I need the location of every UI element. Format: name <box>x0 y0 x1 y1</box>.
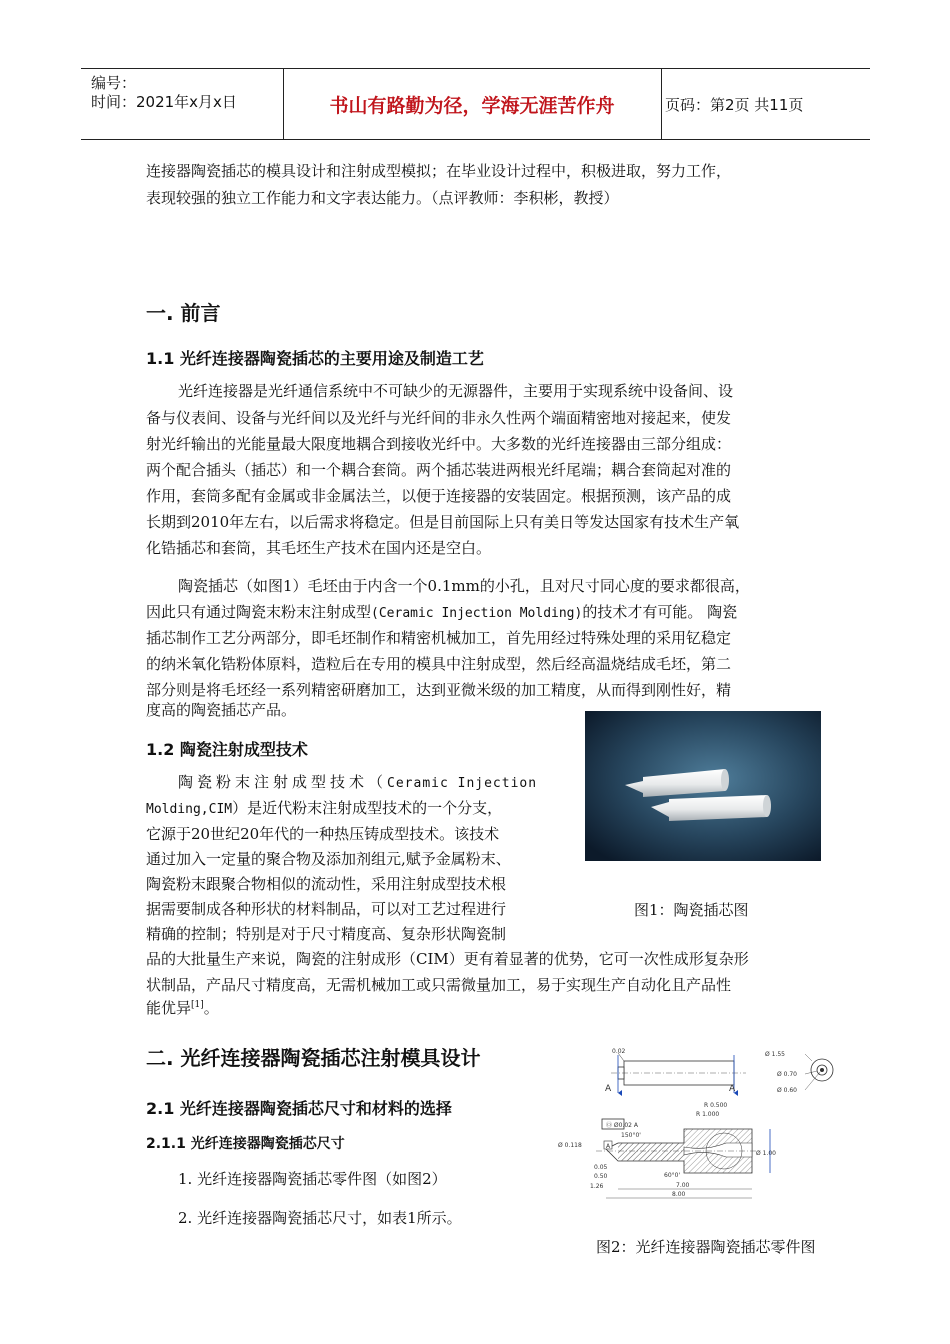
citation-ref[interactable]: [1] <box>191 1000 204 1010</box>
intro-line-1: 连接器陶瓷插芯的模具设计和注射成型模拟；在毕业设计过程中，积极进取，努力工作， <box>146 162 732 180</box>
p3-line: 精确的控制；特别是对于尺寸精度高、复杂形状陶瓷制 <box>146 925 507 943</box>
dim-label: R 1.000 <box>696 1111 720 1118</box>
p3-line: 陶瓷粉末跟聚合物相似的流动性，采用注射成型技术根 <box>146 875 507 893</box>
dim-label: Ø 0.70 <box>777 1071 797 1078</box>
figure-2-drawing <box>556 1045 844 1217</box>
p1-line: 化锆插芯和套筒，其毛坯生产技术在国内还是空白。 <box>146 539 492 557</box>
dim-label: 0.02 <box>612 1048 626 1055</box>
figure-1-caption: 图1：陶瓷插芯图 <box>634 901 749 919</box>
p1-line: 长期到2010年左右，以后需求将稳定。但是目前国际上只有美日等发达国家有技术生产氧 <box>146 513 740 531</box>
p3-text: 陶瓷粉末注射成型技术（ <box>178 773 388 791</box>
section-2-1-title: 2.1 光纤连接器陶瓷插芯尺寸和材料的选择 <box>146 1099 452 1118</box>
p2-text: 的技术才有可能。 陶瓷 <box>582 603 738 621</box>
p3-english: Molding,CIM <box>146 802 233 817</box>
p3-line-1 <box>178 769 562 798</box>
header-meta-cell <box>81 69 284 139</box>
page-header <box>81 68 870 140</box>
p3-line-2 <box>146 795 562 824</box>
figure-1-photo <box>585 711 821 861</box>
section-label: A <box>605 1084 612 1094</box>
dim-label: Ø 0.118 <box>558 1142 582 1149</box>
dim-label: 0.50 <box>594 1173 608 1180</box>
header-number: 编号： <box>91 74 137 92</box>
section-1-title: 一. 前言 <box>146 301 221 325</box>
figure-2-caption: 图2：光纤连接器陶瓷插芯零件图 <box>596 1238 816 1256</box>
ferrule-photo-svg <box>585 711 821 861</box>
section-2-1-1-title: 2.1.1 光纤连接器陶瓷插芯尺寸 <box>146 1136 345 1152</box>
top-view <box>605 1048 746 1096</box>
list-item-1: 1. 光纤连接器陶瓷插芯零件图（如图2） <box>178 1170 447 1188</box>
header-date: 时间：2021年x月x日 <box>91 93 237 111</box>
dim-label: 8.00 <box>672 1191 686 1198</box>
dim-label: Ø 1.55 <box>765 1051 785 1058</box>
p3-line-last <box>146 992 808 1022</box>
header-page-info: 页码：第2页 共11页 <box>665 95 804 114</box>
p3-line: 状制品，产品尺寸精度高，无需机械加工或只需微量加工，易于实现生产自动化且产品性 <box>146 976 732 994</box>
p1-line: 作用，套筒多配有金属或非金属法兰，以便于连接器的安装固定。根据预测，该产品的成 <box>146 487 732 505</box>
p1-line: 射光纤输出的光能量最大限度地耦合到接收光纤中。大多数的光纤连接器由三部分组成： <box>146 435 732 453</box>
list-item-2: 2. 光纤连接器陶瓷插芯尺寸，如表1所示。 <box>178 1209 462 1227</box>
p2-line: 度高的陶瓷插芯产品。 <box>146 701 297 719</box>
dim-label: 1.26 <box>590 1183 604 1190</box>
dim-label: R 0.500 <box>704 1102 728 1109</box>
dim-label: 60°0' <box>664 1172 681 1179</box>
p2-line-2 <box>146 599 808 628</box>
p3-text: 。 <box>203 999 219 1017</box>
p3-line: 通过加入一定量的聚合物及添加剂组元,赋予金属粉末、 <box>146 850 511 868</box>
dim-label: Ø 0.60 <box>777 1087 797 1094</box>
p3-text: ）是近代粉末注射成型技术的一个分支， <box>232 799 503 817</box>
p2-line: 插芯制作工艺分两部分，即毛坯制作和精密机械加工，首先用经过特殊处理的采用钇稳定 <box>146 629 732 647</box>
end-view <box>765 1051 833 1094</box>
p1-line: 两个配合插头（插芯）和一个耦合套筒。两个插芯装进两根光纤尾端；耦合套筒起对准的 <box>146 461 732 479</box>
dim-label: 7.00 <box>676 1182 690 1189</box>
p1-line: 光纤连接器是光纤通信系统中不可缺少的无源器件，主要用于实现系统中设备间、设 <box>178 382 734 400</box>
dim-label: 0.05 <box>594 1164 608 1171</box>
section-label: A <box>729 1084 736 1094</box>
p2-line: 陶瓷插芯（如图1）毛坯由于内含一个0.1mm的小孔，且对尺寸同心度的要求都很高， <box>178 577 750 595</box>
p3-line: 据需要制成各种形状的材料制品，可以对工艺过程进行 <box>146 900 507 918</box>
p2-line: 部分则是将毛坯经一系列精密研磨加工，达到亚微米级的加工精度，从而得到刚性好，精 <box>146 681 732 699</box>
part-drawing-svg <box>556 1045 844 1217</box>
header-motto: 书山有路勤为径，学海无涯苦作舟 <box>283 69 662 139</box>
p3-text: 能优异 <box>146 999 192 1017</box>
p2-text: 因此只有通过陶瓷末粉末注射成型 <box>146 603 372 621</box>
p3-english: Ceramic Injection <box>387 776 538 791</box>
p1-line: 备与仪表间、设备与光纤间以及光纤与光纤间的非永久性两个端面精密地对接起来，使发 <box>146 409 732 427</box>
section-2-title: 二. 光纤连接器陶瓷插芯注射模具设计 <box>146 1046 481 1070</box>
section-1-2-title: 1.2 陶瓷注射成型技术 <box>146 740 308 759</box>
intro-line-2: 表现较强的独立工作能力和文字表达能力。（点评教师：李积彬，教授） <box>146 189 619 207</box>
section-view <box>558 1102 776 1198</box>
p2-english: (Ceramic Injection Molding) <box>371 606 583 621</box>
tolerance-frame: Ⓞ Ø0.02 A <box>606 1122 639 1129</box>
p2-line: 的纳米氧化锆粉体原料，造粒后在专用的模具中注射成型，然后经高温烧结成毛坯，第二 <box>146 655 732 673</box>
dim-label: Ø 1.00 <box>756 1150 776 1157</box>
section-1-1-title: 1.1 光纤连接器陶瓷插芯的主要用途及制造工艺 <box>146 349 484 368</box>
p3-line: 品的大批量生产来说，陶瓷的注射成形（CIM）更有着显著的优势，它可一次性成形复杂形 <box>146 950 749 968</box>
p3-line: 它源于20世纪20年代的一种热压铸成型技术。该技术 <box>146 825 500 843</box>
datum-label: A <box>606 1143 611 1150</box>
dim-label: 150°0' <box>621 1132 641 1139</box>
